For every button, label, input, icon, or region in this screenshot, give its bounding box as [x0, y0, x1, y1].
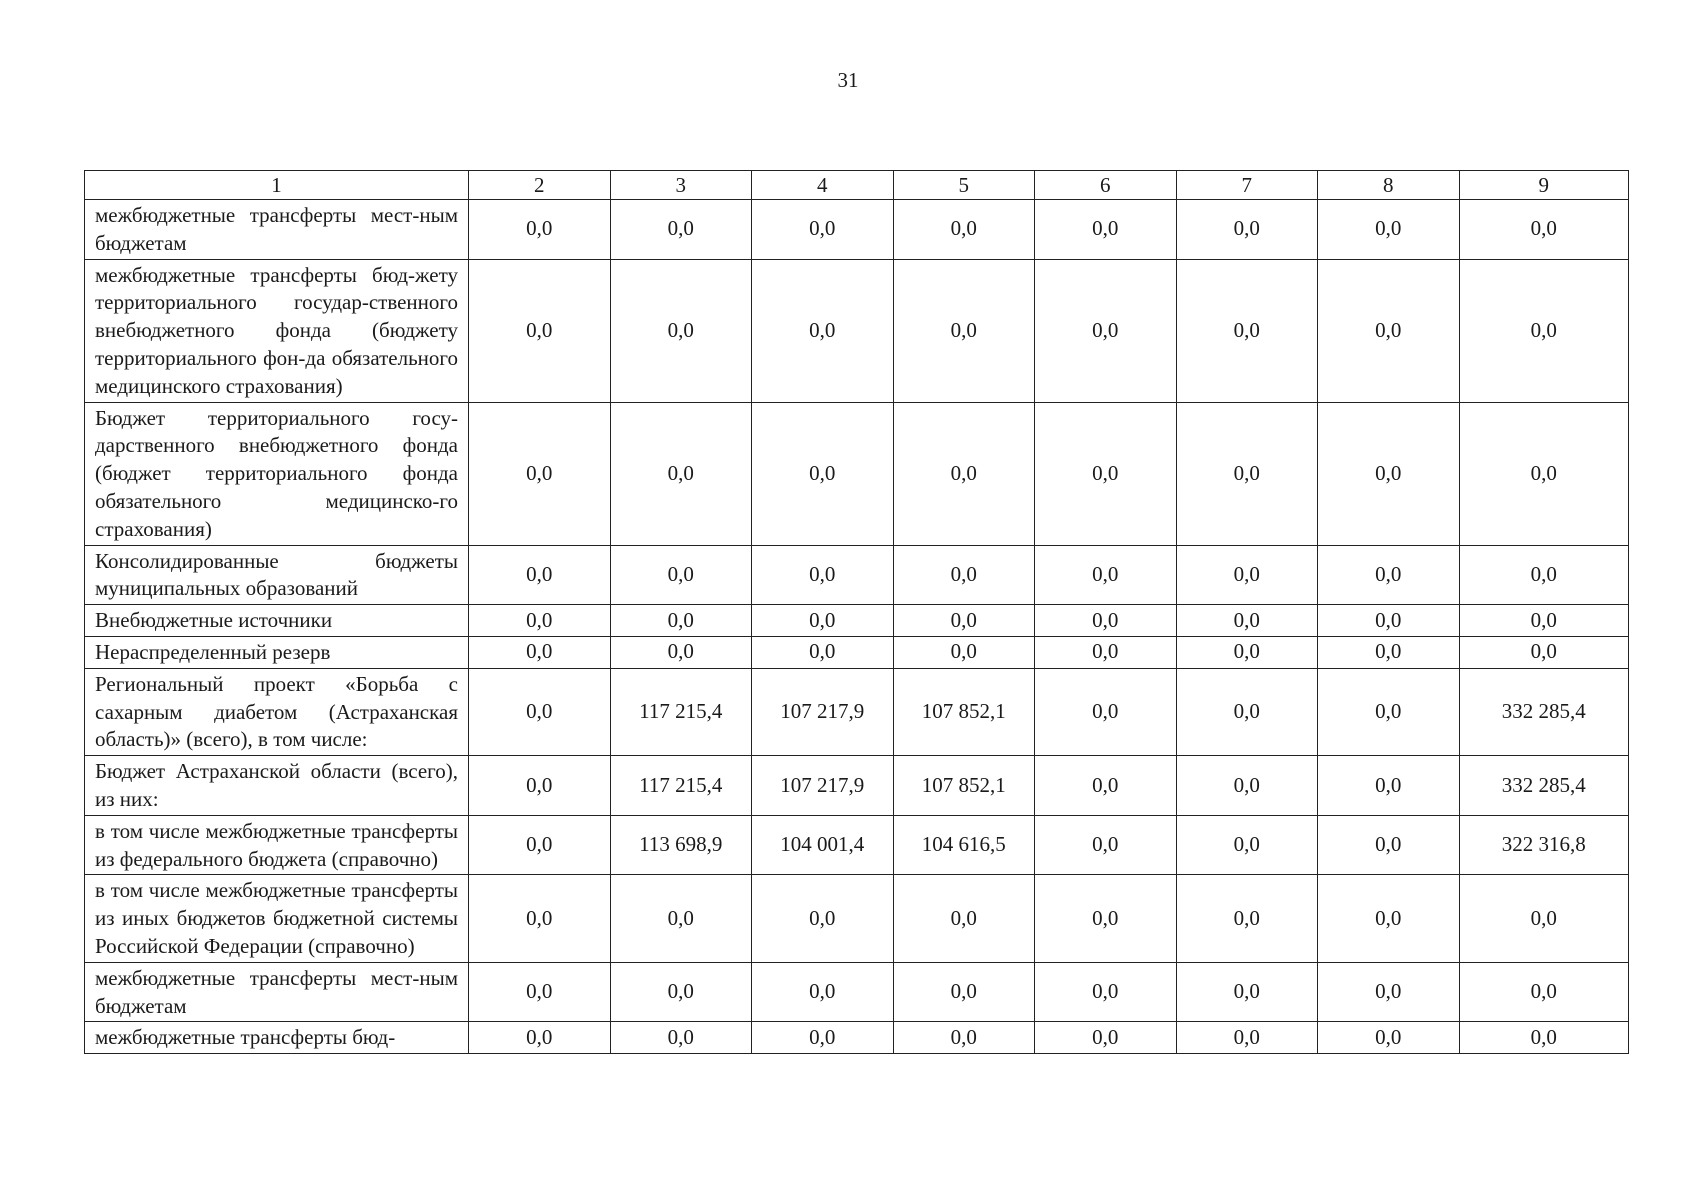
- table-cell-value: 113 698,9: [610, 815, 752, 875]
- table-cell-value: 117 215,4: [610, 668, 752, 755]
- table-row: [85, 200, 1629, 260]
- table-cell-value: 0,0: [469, 756, 611, 816]
- table-cell-value: 0,0: [1176, 636, 1318, 668]
- table-cell-value: 0,0: [893, 1022, 1035, 1054]
- table-cell-value: 0,0: [893, 402, 1035, 545]
- table-header-row: [85, 171, 1629, 200]
- table-cell-value: 0,0: [469, 815, 611, 875]
- table-cell-value: 0,0: [752, 875, 894, 962]
- table-cell-value: 0,0: [1035, 545, 1177, 605]
- table-cell-value: 0,0: [1318, 1022, 1460, 1054]
- column-header: 8: [1318, 171, 1460, 200]
- table-cell-value: 0,0: [752, 259, 894, 402]
- table-cell-value: 0,0: [1035, 815, 1177, 875]
- row-label: в том числе межбюджетные трансферты из иных бюджетов бюджетной системы Российской Федерации (справочно): [85, 875, 469, 962]
- table-cell-value: 0,0: [469, 875, 611, 962]
- table-cell-value: 0,0: [1176, 962, 1318, 1022]
- table-cell-value: 0,0: [469, 402, 611, 545]
- table-cell-value: 0,0: [752, 605, 894, 637]
- table-cell-value: 0,0: [1176, 402, 1318, 545]
- table-cell-value: 0,0: [1459, 545, 1629, 605]
- table-cell-value: 0,0: [1035, 605, 1177, 637]
- table-cell-value: 0,0: [893, 605, 1035, 637]
- table-cell-value: 332 285,4: [1459, 668, 1629, 755]
- table-body: [85, 200, 1629, 1054]
- column-header: 6: [1035, 171, 1177, 200]
- table-cell-value: 0,0: [610, 636, 752, 668]
- table-cell-value: 0,0: [1035, 1022, 1177, 1054]
- page-number: 31: [837, 68, 859, 92]
- column-header: 2: [469, 171, 611, 200]
- table-cell-value: 0,0: [1035, 402, 1177, 545]
- table-cell-value: 0,0: [1318, 875, 1460, 962]
- table-cell-value: 0,0: [1176, 1022, 1318, 1054]
- table-cell-value: 0,0: [752, 200, 894, 260]
- table-cell-value: 0,0: [1459, 259, 1629, 402]
- table-cell-value: 0,0: [1176, 259, 1318, 402]
- table-cell-value: 0,0: [752, 1022, 894, 1054]
- table-row: [85, 875, 1629, 962]
- table-cell-value: 0,0: [752, 402, 894, 545]
- table-cell-value: 0,0: [1459, 605, 1629, 637]
- table-cell-value: 0,0: [893, 200, 1035, 260]
- table-cell-value: 0,0: [1318, 668, 1460, 755]
- table-cell-value: 107 217,9: [752, 668, 894, 755]
- table-cell-value: 0,0: [1459, 1022, 1629, 1054]
- table-cell-value: 0,0: [1035, 259, 1177, 402]
- table-cell-value: 0,0: [1176, 605, 1318, 637]
- table-cell-value: 0,0: [469, 200, 611, 260]
- table-row: [85, 545, 1629, 605]
- row-label: межбюджетные трансферты мест-ным бюджетам: [85, 200, 469, 260]
- table-cell-value: 322 316,8: [1459, 815, 1629, 875]
- table-row: [85, 402, 1629, 545]
- table-cell-value: 0,0: [469, 636, 611, 668]
- column-header: 9: [1459, 171, 1629, 200]
- table-cell-value: 0,0: [469, 962, 611, 1022]
- row-label: Бюджет Астраханской области (всего), из них:: [85, 756, 469, 816]
- row-label: межбюджетные трансферты бюд-жету территориального государ-ственного внебюджетного фонда (бюджету территориального фон-да обязательного медицинского страхования): [85, 259, 469, 402]
- table-cell-value: 107 852,1: [893, 668, 1035, 755]
- row-label: Бюджет территориального госу-дарственного внебюджетного фонда (бюджет территориального фонда обязательного медицинско-го страхования): [85, 402, 469, 545]
- table-cell-value: 104 616,5: [893, 815, 1035, 875]
- table-row: [85, 962, 1629, 1022]
- table-row: [85, 259, 1629, 402]
- budget-table: [84, 170, 1629, 1054]
- table-row: [85, 668, 1629, 755]
- table-cell-value: 0,0: [1318, 545, 1460, 605]
- table-cell-value: 0,0: [610, 605, 752, 637]
- table-cell-value: 0,0: [1176, 815, 1318, 875]
- table-cell-value: 0,0: [1318, 756, 1460, 816]
- table-cell-value: 0,0: [752, 636, 894, 668]
- row-label: Консолидированные бюджеты муниципальных образований: [85, 545, 469, 605]
- table-cell-value: 117 215,4: [610, 756, 752, 816]
- table-cell-value: 0,0: [893, 875, 1035, 962]
- table-cell-value: 0,0: [1176, 200, 1318, 260]
- row-label: Региональный проект «Борьба с сахарным диабетом (Астраханская область)» (всего), в том числе:: [85, 668, 469, 755]
- table-cell-value: 0,0: [1318, 259, 1460, 402]
- table-cell-value: 0,0: [1459, 402, 1629, 545]
- table-cell-value: 0,0: [1035, 200, 1177, 260]
- table-cell-value: 0,0: [1318, 636, 1460, 668]
- table-cell-value: 0,0: [1459, 636, 1629, 668]
- table-row: [85, 636, 1629, 668]
- table-cell-value: 0,0: [610, 875, 752, 962]
- table-cell-value: 107 217,9: [752, 756, 894, 816]
- table-cell-value: 0,0: [469, 668, 611, 755]
- table-cell-value: 0,0: [1176, 756, 1318, 816]
- table-cell-value: 0,0: [610, 1022, 752, 1054]
- row-label: межбюджетные трансферты мест-ным бюджетам: [85, 962, 469, 1022]
- table-cell-value: 0,0: [610, 200, 752, 260]
- table-row: [85, 815, 1629, 875]
- table-cell-value: 0,0: [1176, 545, 1318, 605]
- table-cell-value: 107 852,1: [893, 756, 1035, 816]
- table-cell-value: 0,0: [893, 259, 1035, 402]
- row-label: Нераспределенный резерв: [85, 636, 469, 668]
- table-cell-value: 0,0: [1318, 200, 1460, 260]
- table-cell-value: 0,0: [1459, 962, 1629, 1022]
- table-cell-value: 0,0: [752, 962, 894, 1022]
- column-header: 1: [85, 171, 469, 200]
- table-cell-value: 0,0: [1459, 875, 1629, 962]
- table-cell-value: 0,0: [1035, 875, 1177, 962]
- table-cell-value: 0,0: [1318, 962, 1460, 1022]
- table-cell-value: 0,0: [469, 259, 611, 402]
- table-cell-value: 0,0: [1035, 636, 1177, 668]
- table-cell-value: 0,0: [469, 1022, 611, 1054]
- row-label: в том числе межбюджетные трансферты из федерального бюджета (справочно): [85, 815, 469, 875]
- column-header: 4: [752, 171, 894, 200]
- table-row: [85, 605, 1629, 637]
- table-cell-value: 332 285,4: [1459, 756, 1629, 816]
- table-cell-value: 0,0: [1459, 200, 1629, 260]
- column-header: 5: [893, 171, 1035, 200]
- table-cell-value: 0,0: [1176, 668, 1318, 755]
- table-cell-value: 0,0: [610, 402, 752, 545]
- table-cell-value: 0,0: [1318, 402, 1460, 545]
- table-cell-value: 0,0: [893, 636, 1035, 668]
- table-cell-value: 104 001,4: [752, 815, 894, 875]
- table-cell-value: 0,0: [610, 545, 752, 605]
- table-row: [85, 1022, 1629, 1054]
- table-cell-value: 0,0: [1318, 815, 1460, 875]
- row-label: Внебюджетные источники: [85, 605, 469, 637]
- table-cell-value: 0,0: [1035, 756, 1177, 816]
- table-cell-value: 0,0: [1035, 962, 1177, 1022]
- row-label: межбюджетные трансферты бюд-: [85, 1022, 469, 1054]
- table-cell-value: 0,0: [469, 545, 611, 605]
- table-cell-value: 0,0: [1035, 668, 1177, 755]
- table-cell-value: 0,0: [1176, 875, 1318, 962]
- column-header: 3: [610, 171, 752, 200]
- table-row: [85, 756, 1629, 816]
- table-cell-value: 0,0: [469, 605, 611, 637]
- table-cell-value: 0,0: [893, 962, 1035, 1022]
- table-cell-value: 0,0: [1318, 605, 1460, 637]
- column-header: 7: [1176, 171, 1318, 200]
- table-cell-value: 0,0: [610, 259, 752, 402]
- table-cell-value: 0,0: [752, 545, 894, 605]
- table-cell-value: 0,0: [610, 962, 752, 1022]
- table-cell-value: 0,0: [893, 545, 1035, 605]
